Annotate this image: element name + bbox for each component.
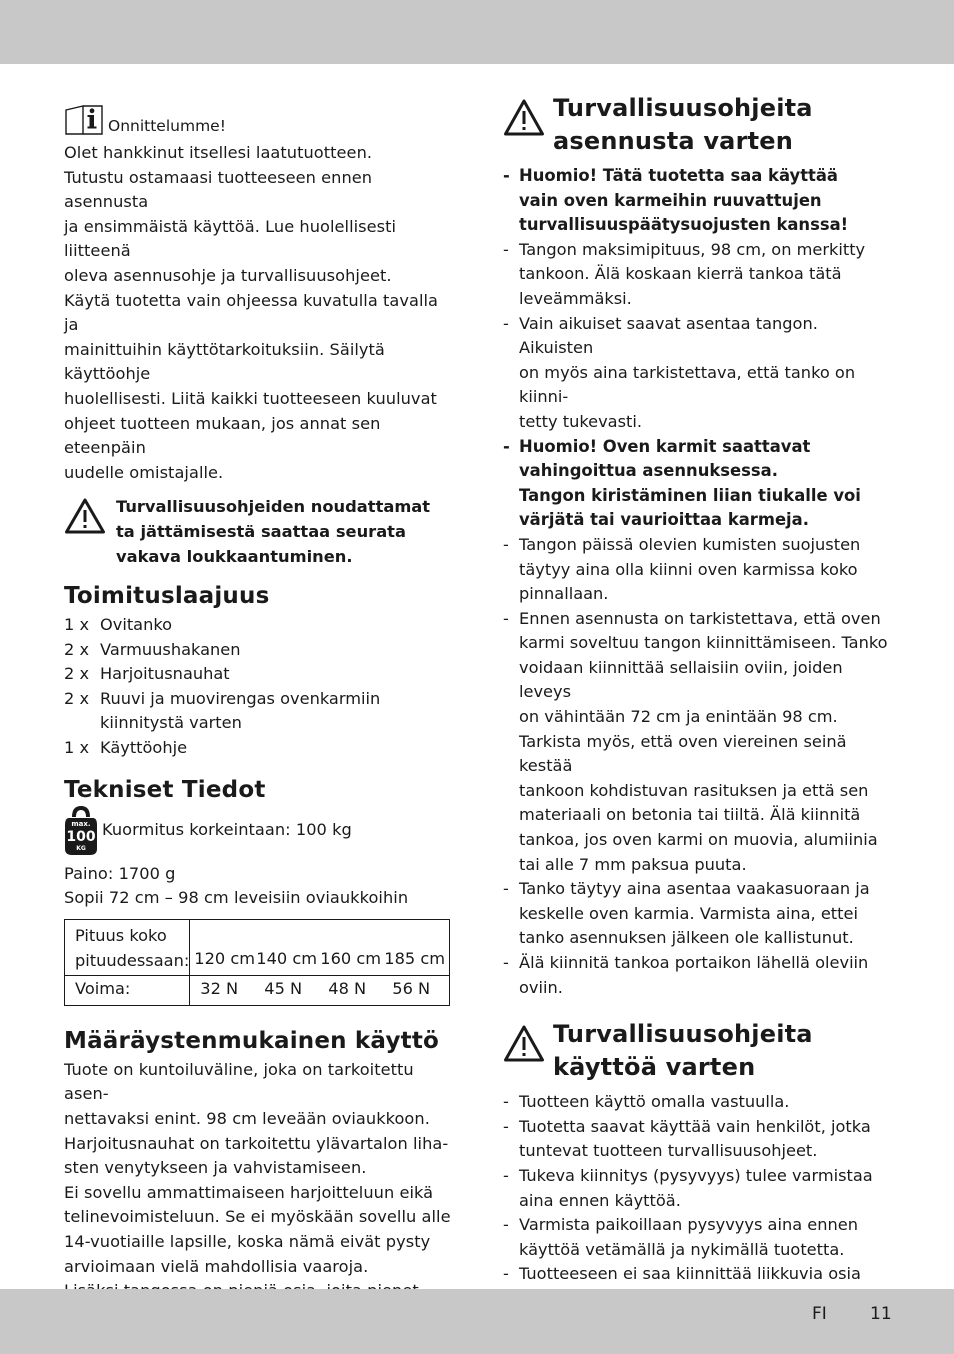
bullet-dash: - [503,1264,509,1284]
install-item [503,312,893,435]
spec-length-value: 160 cm [320,948,382,968]
bullet-dash: - [503,1092,509,1112]
usage-safety-title [553,1018,813,1084]
right-column [503,92,893,1312]
bullet-dash: - [503,1215,509,1235]
install-item-line: Tangon päissä olevien kumisten suojusten [519,534,861,554]
intro-line: ohjeet tuotteen mukaan, jos annat sen eteenpäin [64,413,381,458]
spec-force-value: 48 N [328,978,367,998]
intro-line: mainittuihin käyttötarkoituksiin. Säilytä käyttöohje [64,339,385,384]
scope-qty: 2 x [64,688,90,708]
use-title: Määräystenmukainen käyttö [64,1027,440,1054]
usage-item-line: Tuotetta saavat käyttää vain henkilöt, jotka [519,1116,871,1136]
max-load-row [64,803,454,859]
install-item-line: Tanko täytyy aina asentaa vaakasuoraan ja [519,879,870,899]
warning-triangle-icon [503,98,545,138]
usage-safety-title-line: käyttöä varten [553,1053,756,1082]
scope-label: Varmuushakanen [100,639,241,659]
bullet-dash: - [503,534,509,554]
spec-row-force [65,975,450,1005]
spec-length-label-line: Pituus koko [75,925,167,945]
install-item-line: värjätä tai vaurioittaa karmeja. [519,510,809,530]
install-item-line: keskelle oven karmia. Varmista aina, ettei [519,903,858,923]
weight-kettlebell-icon [64,805,98,857]
congrats-row [64,104,454,136]
warning-triangle-icon [503,1024,545,1064]
scope-label: Harjoitusnauhat [100,664,230,684]
install-item-line: turvallisuuspäätysuojusten kanssa! [519,215,849,235]
weight-icon-unit: KG [76,844,86,852]
scope-label: Ovitanko [100,615,173,635]
spec-force-value: 45 N [264,978,303,998]
bullet-dash: - [503,879,509,899]
warning-line: ta jättämisestä saattaa seurata [116,521,406,541]
spec-table [64,919,450,1006]
bullet-dash: - [503,608,509,628]
use-line: Harjoitusnauhat on tarkoitettu ylävartalon liha- [64,1133,449,1153]
usage-item [503,1090,893,1115]
install-item [503,435,893,533]
scope-qty: 2 x [64,639,90,659]
spec-force-value: 56 N [392,978,431,998]
congrats-text: Onnittelumme! [108,117,226,135]
spec-force-values [190,975,450,1005]
weight-icon-value: 100 [66,828,96,845]
warning-block [64,495,454,569]
bullet-dash: - [503,953,509,972]
bullet-dash: - [503,1116,509,1136]
install-safety-list [503,164,893,1000]
install-item [503,951,893,1000]
spec-length-label-line: pituudessaan: [75,950,190,970]
install-item-line: Ennen asennusta on tarkistettava, että oven [519,608,881,628]
usage-item-line: tuntevat tuotteen turvallisuusohjeet. [519,1141,818,1161]
install-item-line: Älä kiinnitä tankoa portaikon lähellä oleviin [519,953,869,972]
install-item-line: on vähintään 72 cm ja enintään 98 cm. [519,707,838,727]
left-column [64,104,454,1328]
install-item-line: leveämmäksi. [519,288,632,308]
header-band [0,0,954,64]
footer-language: FI [812,1304,827,1324]
footer-band [0,1289,954,1354]
spec-length-values [190,919,450,975]
weight-text: Paino: 1700 g [64,863,176,883]
install-item-line: karmi soveltuu tangon kiinnittämiseen. Tanko [519,633,888,653]
install-item-line: materiaali on betonia tai tiiltä. Älä kiinnitä [519,805,861,825]
spec-length-value: 185 cm [384,948,446,968]
intro-line: uudelle omistajalle. [64,462,224,482]
install-item-line: Huomio! Tätä tuotetta saa käyttää [519,166,838,185]
scope-item [64,613,454,638]
install-item-line: on myös aina tarkistettava, että tanko on kiinni- [519,362,856,407]
weight-icon-max: max. [71,819,91,828]
install-item-line: vain oven karmeihin ruuvattujen [519,190,822,210]
usage-safety-header [503,1018,893,1084]
install-item-line: Huomio! Oven karmit saattavat [519,436,811,456]
scope-item [64,736,454,761]
install-item [503,877,893,951]
spec-force-value: 32 N [200,978,239,998]
install-item-line: Vain aikuiset saavat asentaa tangon. Aikuisten [519,313,818,358]
warning-triangle-icon [64,497,106,535]
use-text [64,1058,454,1329]
spec-length-label [65,919,190,975]
warning-line: vakava loukkaantuminen. [116,546,353,566]
install-safety-title [553,92,813,158]
scope-qty: 1 x [64,738,90,758]
intro-text [64,141,454,485]
install-item-line: Tarkista myös, että oven viereinen seinä kestää [519,731,847,776]
usage-item [503,1115,893,1164]
intro-line: Käytä tuotetta vain ohjeessa kuvatulla tavalla ja [64,290,439,335]
info-book-icon [64,104,104,136]
bullet-dash: - [503,239,509,259]
bullet-dash: - [503,436,510,456]
usage-item [503,1213,893,1262]
scope-qty: 1 x [64,615,90,635]
install-safety-title-line: Turvallisuusohjeita [553,94,813,122]
scope-label [100,687,380,736]
intro-line: huolellisesti. Liitä kaikki tuotteeseen kuuluvat [64,388,437,408]
install-item-line: tankoon. Älä koskaan kierrä tankoa tätä [519,264,842,284]
scope-label-line: Ruuvi ja muovirengas ovenkarmiin [100,688,381,708]
install-item-line: Tangon kiristäminen liian tiukalle voi [519,485,861,505]
scope-list [64,613,454,761]
usage-item-line: aina ennen käyttöä. [519,1190,681,1210]
scope-qty: 2 x [64,664,90,684]
footer-page-number: 11 [870,1304,892,1324]
install-item-line: täytyy aina olla kiinni oven karmissa koko [519,559,858,579]
install-item [503,238,893,312]
usage-item-line: Tuotteeseen ei saa kiinnittää liikkuvia osia [519,1264,861,1284]
tech-title: Tekniset Tiedot [64,776,266,803]
install-item-line: tai alle 7 mm paksua puuta. [519,854,747,874]
install-item-line: tetty tukevasti. [519,411,643,431]
install-item-line: vahingoittua asennuksessa. [519,461,778,481]
spec-row-length [65,919,450,975]
usage-safety-list [503,1090,893,1311]
use-line: 14-vuotiaille lapsille, koska nämä eivät pysty [64,1232,431,1251]
usage-item-line: Tukeva kiinnitys (pysyvyys) tulee varmistaa [519,1165,873,1185]
install-item [503,533,893,607]
install-item-line: tankoon kohdistuvan rasituksen ja että sen [519,780,869,800]
scope-label: Käyttöohje [100,738,188,758]
bullet-dash: - [503,313,509,333]
usage-item-line: Varmista paikoillaan pysyvyys aina ennen [519,1215,858,1235]
scope-item [64,687,454,736]
use-line: arvioimaan vielä mahdollisia vaaroja. [64,1256,369,1276]
use-line: sten venytykseen ja vahvistamiseen. [64,1158,367,1178]
usage-item-line: käyttöä vetämällä ja nykimällä tuotetta. [519,1239,845,1259]
use-line: nettavaksi enint. 98 cm leveään oviaukkoon. [64,1109,430,1129]
fits-text: Sopii 72 cm – 98 cm leveisiin oviaukkoihin [64,888,409,908]
use-line: Ei sovellu ammattimaiseen harjoitteluun eikä [64,1182,434,1202]
scope-item [64,638,454,663]
warning-line: Turvallisuusohjeiden noudattamat [116,497,431,517]
intro-line: Tutustu ostamaasi tuotteeseen ennen asennusta [64,167,373,212]
install-item-line: voidaan kiinnittää sellaisiin oviin, joiden leveys [519,657,843,702]
max-load-text: Kuormitus korkeintaan: 100 kg [102,820,352,840]
install-item-line: oviin. [519,977,563,997]
use-line: telinevoimisteluun. Se ei myöskään sovellu alle [64,1207,451,1227]
use-line: Tuote on kuntoiluväline, joka on tarkoitettu asen- [64,1059,414,1104]
install-safety-title-line: asennusta varten [553,127,794,155]
warning-text [116,495,430,569]
usage-item-line: Tuotteen käyttö omalla vastuulla. [519,1092,790,1112]
install-item [503,164,893,238]
bullet-dash: - [503,1165,509,1185]
spec-force-label: Voima: [65,975,190,1005]
spec-length-value: 140 cm [256,948,318,968]
usage-safety-title-line: Turvallisuusohjeita [553,1020,813,1049]
install-item-line: pinnallaan. [519,584,609,604]
intro-line: oleva asennusohje ja turvallisuusohjeet. [64,265,392,285]
intro-line: Olet hankkinut itsellesi laatutuotteen. [64,143,373,162]
install-item-line: tankoa, jos oven karmi on muovia, alumiinia [519,830,878,850]
install-safety-header [503,92,893,158]
install-item [503,607,893,878]
install-item-line: tanko asennuksen jälkeen ole kallistunut. [519,928,854,948]
intro-line: ja ensimmäistä käyttöä. Lue huolellisesti liitteenä [64,216,397,261]
spec-length-value: 120 cm [194,948,256,968]
scope-title: Toimituslaajuus [64,583,270,610]
usage-item [503,1164,893,1213]
install-item-line: Tangon maksimipituus, 98 cm, on merkitty [519,239,866,259]
scope-item [64,662,454,687]
bullet-dash: - [503,166,510,185]
scope-label-line: kiinnitystä varten [100,713,242,733]
